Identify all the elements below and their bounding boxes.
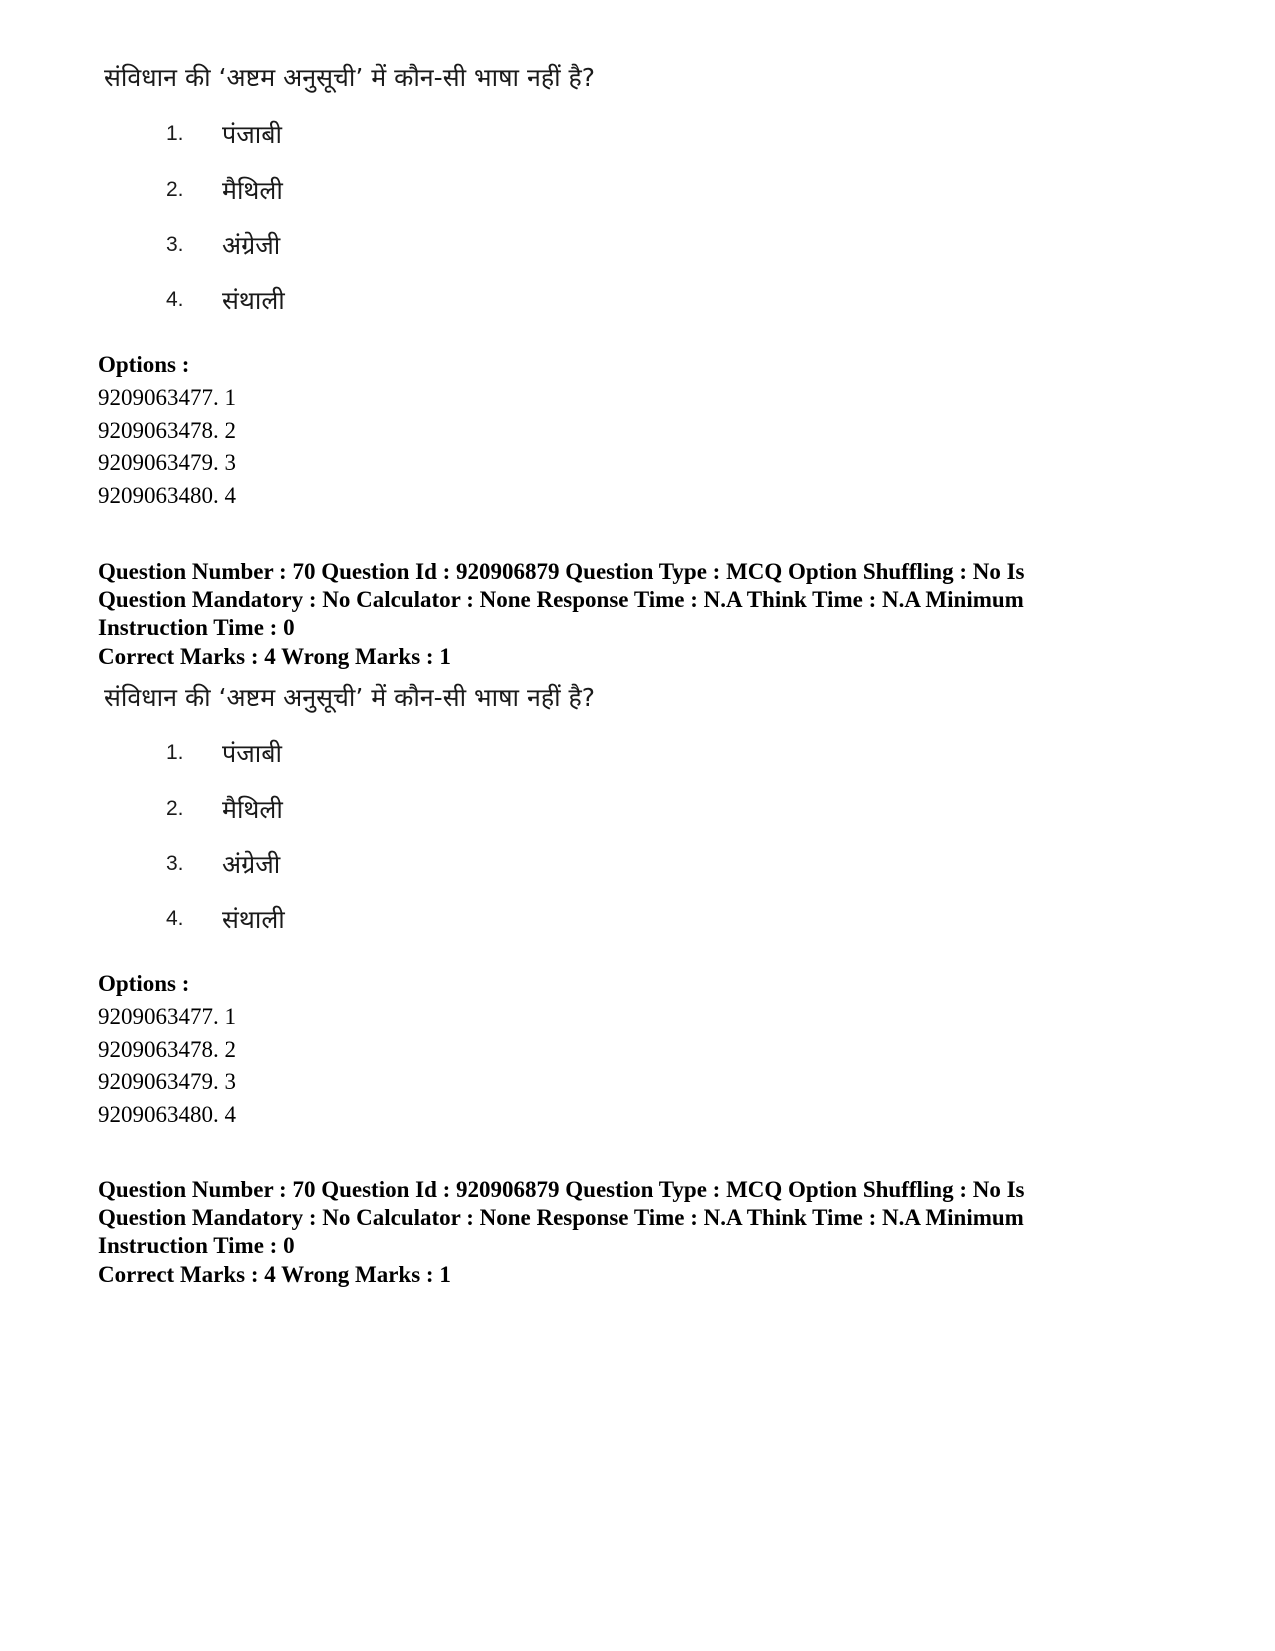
choice-number: 3. [166, 852, 184, 875]
option-line: 9209063478. 2 [98, 418, 236, 443]
choice-number: 1. [166, 741, 184, 764]
question-details: Question Number : 70 Question Id : 920906879 Question Type : MCQ Option Shuffling : No Is Question Mandatory : No Calculator : None Response Time : N.A Think Time : N.A Minimum Instruction Time : 0 [98, 1177, 1025, 1258]
choice-number: 2. [166, 178, 184, 201]
choice-item [166, 899, 285, 939]
choice-item [166, 170, 283, 210]
choice-item [166, 225, 280, 265]
choice-item [166, 280, 285, 320]
choice-text: संथाली [222, 905, 285, 934]
marks-line: Correct Marks : 4 Wrong Marks : 1 [98, 644, 451, 669]
options-heading: Options : [98, 352, 190, 377]
choice-number: 3. [166, 233, 184, 256]
option-line: 9209063480. 4 [98, 1102, 236, 1127]
choice-text: मैथिली [222, 176, 283, 205]
choice-number: 4. [166, 288, 184, 311]
choice-number: 2. [166, 797, 184, 820]
choice-item [166, 789, 283, 829]
choice-text: संथाली [222, 286, 285, 315]
choice-item [166, 844, 280, 884]
choice-number: 4. [166, 907, 184, 930]
option-line: 9209063479. 3 [98, 450, 236, 475]
option-line: 9209063479. 3 [98, 1069, 236, 1094]
options-heading: Options : [98, 971, 190, 996]
choice-item [166, 733, 282, 773]
choice-text: अंग्रेजी [222, 231, 281, 260]
choice-text: पंजाबी [222, 120, 282, 149]
marks-line: Correct Marks : 4 Wrong Marks : 1 [98, 1262, 451, 1287]
choice-number: 1. [166, 122, 184, 145]
choice-text: पंजाबी [222, 739, 282, 768]
question-text: संविधान की ‘अष्टम अनुसूची’ में कौन-सी भाषा नहीं है? [104, 683, 596, 712]
option-line: 9209063477. 1 [98, 385, 236, 410]
question-text: संविधान की ‘अष्टम अनुसूची’ में कौन-सी भाषा नहीं है? [104, 63, 596, 92]
option-line: 9209063477. 1 [98, 1004, 236, 1029]
option-line: 9209063480. 4 [98, 483, 236, 508]
option-line: 9209063478. 2 [98, 1037, 236, 1062]
choice-text: मैथिली [222, 795, 283, 824]
choice-text: अंग्रेजी [222, 850, 281, 879]
question-details: Question Number : 70 Question Id : 920906879 Question Type : MCQ Option Shuffling : No Is Question Mandatory : No Calculator : None Response Time : N.A Think Time : N.A Minimum Instruction Time : 0 [98, 559, 1025, 640]
choice-item [166, 114, 282, 154]
